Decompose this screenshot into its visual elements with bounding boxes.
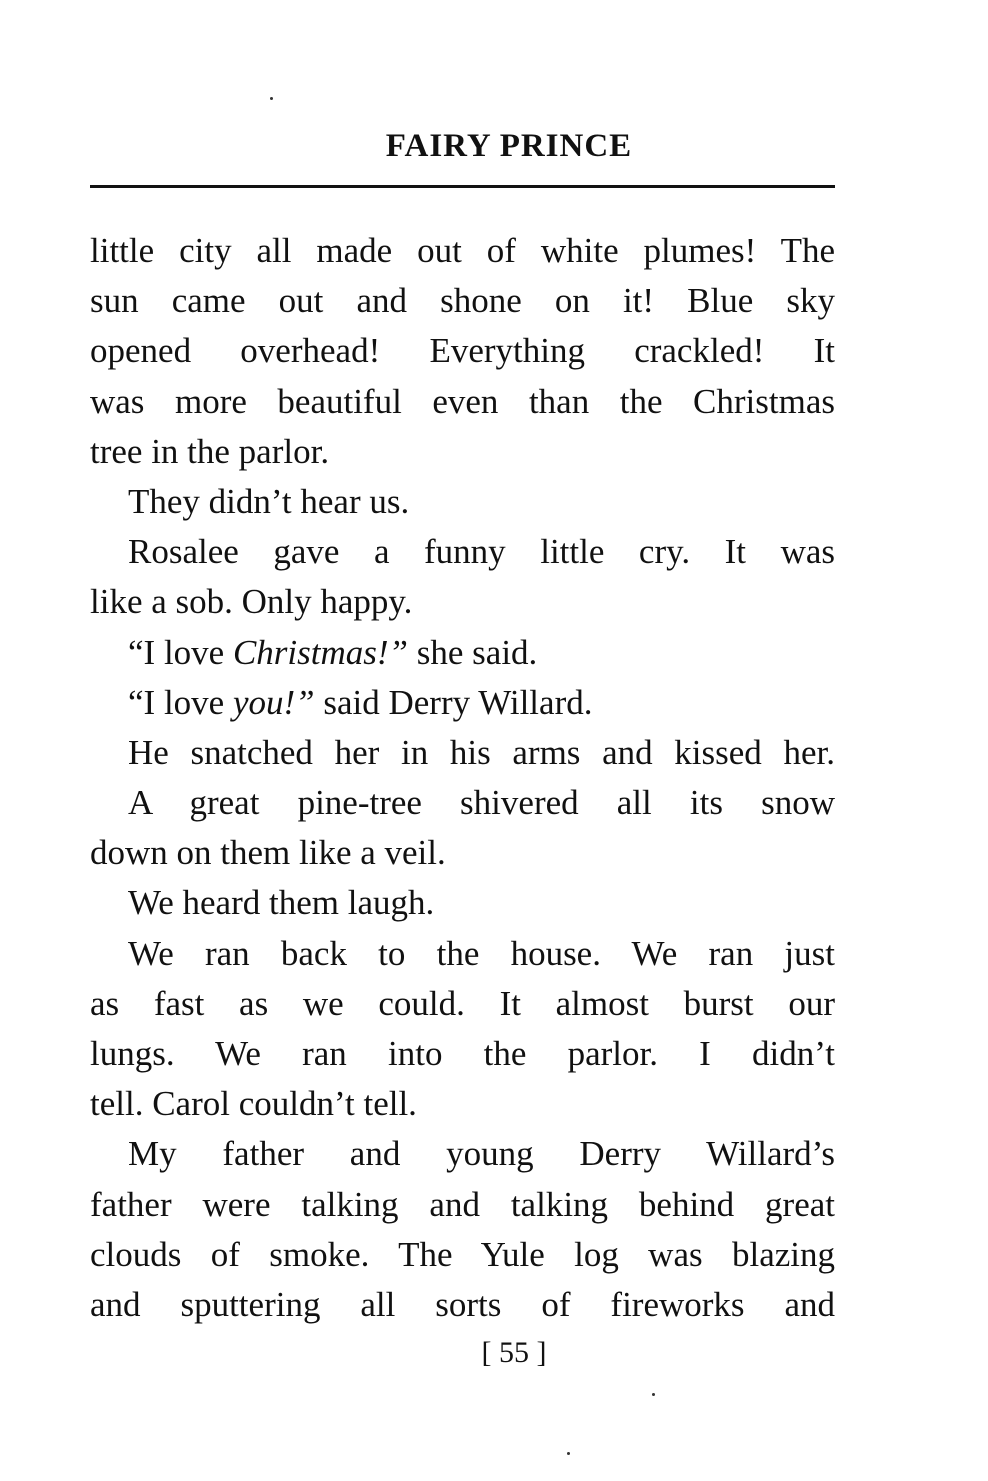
print-speck — [270, 97, 273, 100]
text-line: lungs. We ran into the parlor. I didn’t — [90, 1034, 835, 1073]
text-line: father were talking and talking behind great — [90, 1184, 835, 1224]
text-run: said Derry Willard. — [314, 682, 593, 722]
body-text — [90, 226, 835, 1330]
text-line: as fast as we could. It almost burst our — [90, 983, 835, 1023]
text-line: He snatched her in his arms and kissed her. — [128, 732, 835, 772]
text-line: clouds of smoke. The Yule log was blazing — [90, 1234, 835, 1274]
text-line: and sputtering all sorts of fireworks and — [90, 1284, 835, 1324]
running-head: FAIRY PRINCE — [385, 128, 633, 164]
page-number: [ 55 ] — [481, 1336, 547, 1369]
text-run: “I love — [128, 632, 233, 672]
text-run: “I love — [128, 682, 233, 722]
print-speck — [567, 1452, 570, 1455]
text-line — [90, 628, 835, 678]
text-line: tree in the parlor. — [90, 431, 330, 471]
text-line: down on them like a veil. — [90, 833, 446, 873]
text-line: Rosalee gave a funny little cry. It was — [128, 532, 835, 572]
text-line: opened overhead! Everything crackled! It — [90, 331, 835, 371]
text-line: They didn’t hear us. — [128, 481, 410, 521]
text-line: little city all made out of white plumes! The — [90, 231, 835, 270]
text-line — [90, 678, 835, 728]
print-speck — [652, 1393, 655, 1396]
text-run: she said. — [408, 632, 538, 672]
text-line: We ran back to the house. We ran just — [128, 933, 835, 973]
text-line: We heard them laugh. — [128, 883, 435, 923]
text-line: like a sob. Only happy. — [90, 582, 413, 622]
text-line: tell. Carol couldn’t tell. — [90, 1084, 417, 1124]
text-line: was more beautiful even than the Christmas — [90, 381, 835, 421]
text-line: My father and young Derry Willard’s — [128, 1134, 835, 1174]
italic-run: Christmas!” — [232, 632, 409, 672]
italic-run: you!” — [232, 682, 315, 722]
text-line: sun came out and shone on it! Blue sky — [90, 281, 835, 321]
header-rule — [90, 185, 835, 188]
text-line: A great pine-tree shivered all its snow — [128, 783, 835, 823]
